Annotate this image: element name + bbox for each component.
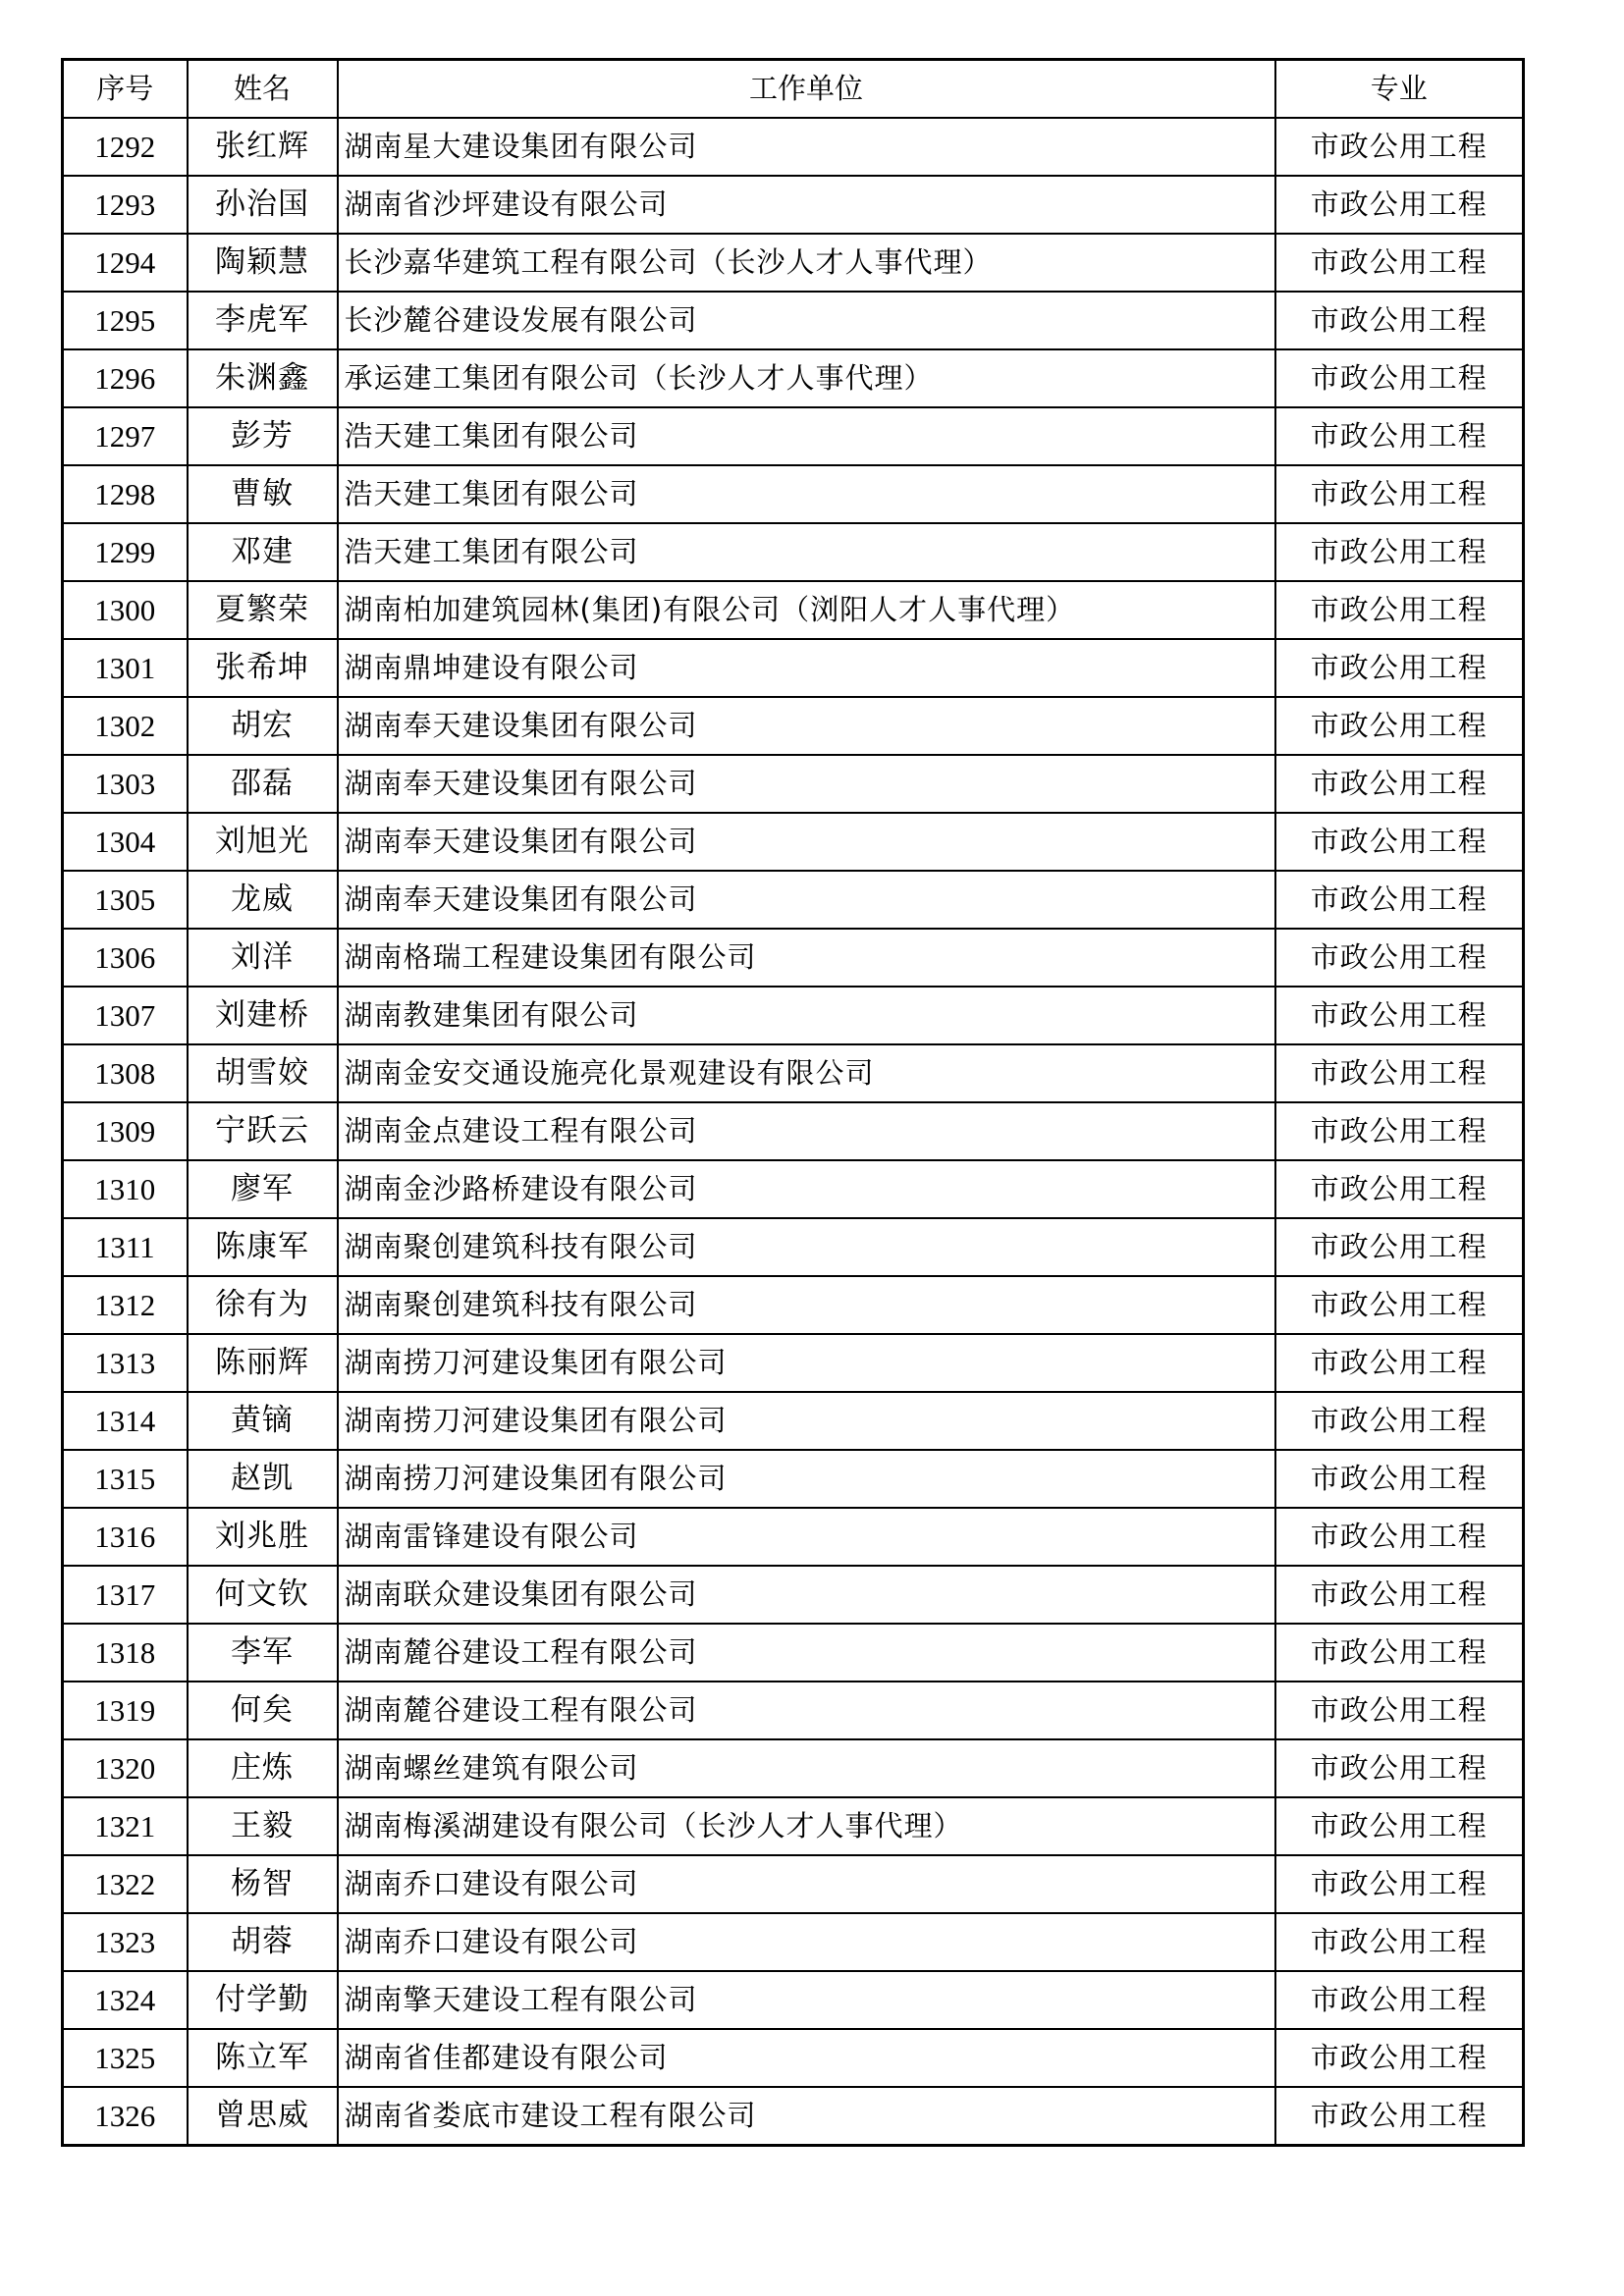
specialty-cell: 市政公用工程: [1275, 1913, 1524, 1971]
serial-number-cell: 1323: [63, 1913, 188, 1971]
serial-number-cell: 1298: [63, 465, 188, 523]
work-unit-cell: 湖南柏加建筑园林(集团)有限公司（浏阳人才人事代理）: [338, 581, 1275, 639]
serial-number-cell: 1300: [63, 581, 188, 639]
specialty-cell: 市政公用工程: [1275, 1392, 1524, 1450]
name-cell: 庄炼: [188, 1739, 338, 1797]
table-row: [63, 465, 1524, 523]
specialty-cell: 市政公用工程: [1275, 292, 1524, 349]
table-row: [63, 813, 1524, 871]
serial-number-cell: 1296: [63, 349, 188, 407]
name-cell: 陈立军: [188, 2029, 338, 2087]
header-specialty: 专业: [1275, 60, 1524, 119]
work-unit-cell: 湖南捞刀河建设集团有限公司: [338, 1450, 1275, 1508]
name-cell: 朱渊鑫: [188, 349, 338, 407]
work-unit-cell: 湖南鼎坤建设有限公司: [338, 639, 1275, 697]
specialty-cell: 市政公用工程: [1275, 407, 1524, 465]
serial-number-cell: 1302: [63, 697, 188, 755]
work-unit-cell: 湖南聚创建筑科技有限公司: [338, 1218, 1275, 1276]
serial-number-cell: 1317: [63, 1566, 188, 1624]
name-cell: 杨智: [188, 1855, 338, 1913]
serial-number-cell: 1295: [63, 292, 188, 349]
serial-number-cell: 1322: [63, 1855, 188, 1913]
specialty-cell: 市政公用工程: [1275, 2087, 1524, 2146]
work-unit-cell: 湖南麓谷建设工程有限公司: [338, 1682, 1275, 1739]
serial-number-cell: 1314: [63, 1392, 188, 1450]
serial-number-cell: 1292: [63, 118, 188, 176]
serial-number-cell: 1320: [63, 1739, 188, 1797]
specialty-cell: 市政公用工程: [1275, 929, 1524, 987]
name-cell: 孙治国: [188, 176, 338, 234]
name-cell: 胡雪姣: [188, 1044, 338, 1102]
table-body: [63, 118, 1524, 2146]
serial-number-cell: 1307: [63, 987, 188, 1044]
specialty-cell: 市政公用工程: [1275, 349, 1524, 407]
name-cell: 刘兆胜: [188, 1508, 338, 1566]
specialty-cell: 市政公用工程: [1275, 1739, 1524, 1797]
work-unit-cell: 湖南金安交通设施亮化景观建设有限公司: [338, 1044, 1275, 1102]
work-unit-cell: 湖南金沙路桥建设有限公司: [338, 1160, 1275, 1218]
name-cell: 李军: [188, 1624, 338, 1682]
table-row: [63, 1913, 1524, 1971]
specialty-cell: 市政公用工程: [1275, 1508, 1524, 1566]
serial-number-cell: 1315: [63, 1450, 188, 1508]
serial-number-cell: 1311: [63, 1218, 188, 1276]
name-cell: 邓建: [188, 523, 338, 581]
serial-number-cell: 1301: [63, 639, 188, 697]
table-row: [63, 2029, 1524, 2087]
table-row: [63, 1855, 1524, 1913]
header-name: 姓名: [188, 60, 338, 119]
table-row: [63, 639, 1524, 697]
table-row: [63, 1566, 1524, 1624]
name-cell: 曹敏: [188, 465, 338, 523]
name-cell: 彭芳: [188, 407, 338, 465]
name-cell: 刘洋: [188, 929, 338, 987]
work-unit-cell: 湖南省娄底市建设工程有限公司: [338, 2087, 1275, 2146]
table-row: [63, 407, 1524, 465]
specialty-cell: 市政公用工程: [1275, 234, 1524, 292]
work-unit-cell: 湖南联众建设集团有限公司: [338, 1566, 1275, 1624]
name-cell: 刘建桥: [188, 987, 338, 1044]
name-cell: 王毅: [188, 1797, 338, 1855]
specialty-cell: 市政公用工程: [1275, 581, 1524, 639]
table-row: [63, 176, 1524, 234]
table-row: [63, 1334, 1524, 1392]
serial-number-cell: 1293: [63, 176, 188, 234]
serial-number-cell: 1297: [63, 407, 188, 465]
specialty-cell: 市政公用工程: [1275, 1797, 1524, 1855]
work-unit-cell: 湖南奉天建设集团有限公司: [338, 697, 1275, 755]
serial-number-cell: 1299: [63, 523, 188, 581]
work-unit-cell: 湖南雷锋建设有限公司: [338, 1508, 1275, 1566]
specialty-cell: 市政公用工程: [1275, 2029, 1524, 2087]
specialty-cell: 市政公用工程: [1275, 1102, 1524, 1160]
serial-number-cell: 1321: [63, 1797, 188, 1855]
serial-number-cell: 1310: [63, 1160, 188, 1218]
table-row: [63, 987, 1524, 1044]
name-cell: 龙威: [188, 871, 338, 929]
specialty-cell: 市政公用工程: [1275, 118, 1524, 176]
table-row: [63, 929, 1524, 987]
specialty-cell: 市政公用工程: [1275, 1855, 1524, 1913]
table-row: [63, 1160, 1524, 1218]
specialty-cell: 市政公用工程: [1275, 871, 1524, 929]
work-unit-cell: 湖南省佳都建设有限公司: [338, 2029, 1275, 2087]
work-unit-cell: 湖南格瑞工程建设集团有限公司: [338, 929, 1275, 987]
work-unit-cell: 湖南捞刀河建设集团有限公司: [338, 1334, 1275, 1392]
specialty-cell: 市政公用工程: [1275, 1276, 1524, 1334]
name-cell: 廖军: [188, 1160, 338, 1218]
work-unit-cell: 湖南乔口建设有限公司: [338, 1913, 1275, 1971]
serial-number-cell: 1325: [63, 2029, 188, 2087]
work-unit-cell: 湖南聚创建筑科技有限公司: [338, 1276, 1275, 1334]
header-work-unit: 工作单位: [338, 60, 1275, 119]
work-unit-cell: 湖南金点建设工程有限公司: [338, 1102, 1275, 1160]
table-row: [63, 1797, 1524, 1855]
table-row: [63, 234, 1524, 292]
specialty-cell: 市政公用工程: [1275, 755, 1524, 813]
serial-number-cell: 1319: [63, 1682, 188, 1739]
name-cell: 陶颖慧: [188, 234, 338, 292]
specialty-cell: 市政公用工程: [1275, 987, 1524, 1044]
table-row: [63, 292, 1524, 349]
serial-number-cell: 1326: [63, 2087, 188, 2146]
roster-table: [61, 58, 1525, 2147]
work-unit-cell: 湖南省沙坪建设有限公司: [338, 176, 1275, 234]
table-row: [63, 755, 1524, 813]
name-cell: 陈丽辉: [188, 1334, 338, 1392]
name-cell: 黄镝: [188, 1392, 338, 1450]
work-unit-cell: 长沙嘉华建筑工程有限公司（长沙人才人事代理）: [338, 234, 1275, 292]
table-row: [63, 1971, 1524, 2029]
work-unit-cell: 浩天建工集团有限公司: [338, 523, 1275, 581]
name-cell: 何矣: [188, 1682, 338, 1739]
name-cell: 宁跃云: [188, 1102, 338, 1160]
serial-number-cell: 1303: [63, 755, 188, 813]
name-cell: 赵凯: [188, 1450, 338, 1508]
work-unit-cell: 承运建工集团有限公司（长沙人才人事代理）: [338, 349, 1275, 407]
specialty-cell: 市政公用工程: [1275, 1682, 1524, 1739]
table-row: [63, 349, 1524, 407]
work-unit-cell: 湖南麓谷建设工程有限公司: [338, 1624, 1275, 1682]
specialty-cell: 市政公用工程: [1275, 1450, 1524, 1508]
table-row: [63, 1392, 1524, 1450]
name-cell: 张希坤: [188, 639, 338, 697]
specialty-cell: 市政公用工程: [1275, 813, 1524, 871]
name-cell: 付学勤: [188, 1971, 338, 2029]
work-unit-cell: 湖南擎天建设工程有限公司: [338, 1971, 1275, 2029]
table-row: [63, 1624, 1524, 1682]
name-cell: 陈康军: [188, 1218, 338, 1276]
work-unit-cell: 湖南捞刀河建设集团有限公司: [338, 1392, 1275, 1450]
table-row: [63, 1044, 1524, 1102]
table-row: [63, 1276, 1524, 1334]
name-cell: 徐有为: [188, 1276, 338, 1334]
serial-number-cell: 1306: [63, 929, 188, 987]
specialty-cell: 市政公用工程: [1275, 1566, 1524, 1624]
name-cell: 邵磊: [188, 755, 338, 813]
header-row: [63, 60, 1524, 119]
specialty-cell: 市政公用工程: [1275, 1218, 1524, 1276]
work-unit-cell: 浩天建工集团有限公司: [338, 465, 1275, 523]
name-cell: 刘旭光: [188, 813, 338, 871]
specialty-cell: 市政公用工程: [1275, 1160, 1524, 1218]
work-unit-cell: 湖南乔口建设有限公司: [338, 1855, 1275, 1913]
specialty-cell: 市政公用工程: [1275, 639, 1524, 697]
serial-number-cell: 1312: [63, 1276, 188, 1334]
serial-number-cell: 1294: [63, 234, 188, 292]
specialty-cell: 市政公用工程: [1275, 697, 1524, 755]
name-cell: 何文钦: [188, 1566, 338, 1624]
serial-number-cell: 1305: [63, 871, 188, 929]
table-row: [63, 581, 1524, 639]
specialty-cell: 市政公用工程: [1275, 523, 1524, 581]
table-row: [63, 697, 1524, 755]
work-unit-cell: 湖南奉天建设集团有限公司: [338, 813, 1275, 871]
work-unit-cell: 湖南奉天建设集团有限公司: [338, 755, 1275, 813]
table-row: [63, 118, 1524, 176]
name-cell: 夏繁荣: [188, 581, 338, 639]
specialty-cell: 市政公用工程: [1275, 1334, 1524, 1392]
table-row: [63, 2087, 1524, 2146]
specialty-cell: 市政公用工程: [1275, 465, 1524, 523]
name-cell: 胡蓉: [188, 1913, 338, 1971]
work-unit-cell: 湖南奉天建设集团有限公司: [338, 871, 1275, 929]
table-row: [63, 1218, 1524, 1276]
serial-number-cell: 1309: [63, 1102, 188, 1160]
serial-number-cell: 1324: [63, 1971, 188, 2029]
work-unit-cell: 长沙麓谷建设发展有限公司: [338, 292, 1275, 349]
specialty-cell: 市政公用工程: [1275, 176, 1524, 234]
work-unit-cell: 湖南教建集团有限公司: [338, 987, 1275, 1044]
name-cell: 曾思威: [188, 2087, 338, 2146]
table-row: [63, 1508, 1524, 1566]
name-cell: 李虎军: [188, 292, 338, 349]
serial-number-cell: 1308: [63, 1044, 188, 1102]
serial-number-cell: 1313: [63, 1334, 188, 1392]
table-row: [63, 1102, 1524, 1160]
table-row: [63, 523, 1524, 581]
specialty-cell: 市政公用工程: [1275, 1624, 1524, 1682]
serial-number-cell: 1318: [63, 1624, 188, 1682]
work-unit-cell: 湖南星大建设集团有限公司: [338, 118, 1275, 176]
specialty-cell: 市政公用工程: [1275, 1044, 1524, 1102]
work-unit-cell: 浩天建工集团有限公司: [338, 407, 1275, 465]
name-cell: 张红辉: [188, 118, 338, 176]
table-row: [63, 871, 1524, 929]
name-cell: 胡宏: [188, 697, 338, 755]
work-unit-cell: 湖南梅溪湖建设有限公司（长沙人才人事代理）: [338, 1797, 1275, 1855]
serial-number-cell: 1316: [63, 1508, 188, 1566]
specialty-cell: 市政公用工程: [1275, 1971, 1524, 2029]
table-row: [63, 1682, 1524, 1739]
table-row: [63, 1739, 1524, 1797]
header-serial-number: 序号: [63, 60, 188, 119]
serial-number-cell: 1304: [63, 813, 188, 871]
work-unit-cell: 湖南螺丝建筑有限公司: [338, 1739, 1275, 1797]
table-row: [63, 1450, 1524, 1508]
